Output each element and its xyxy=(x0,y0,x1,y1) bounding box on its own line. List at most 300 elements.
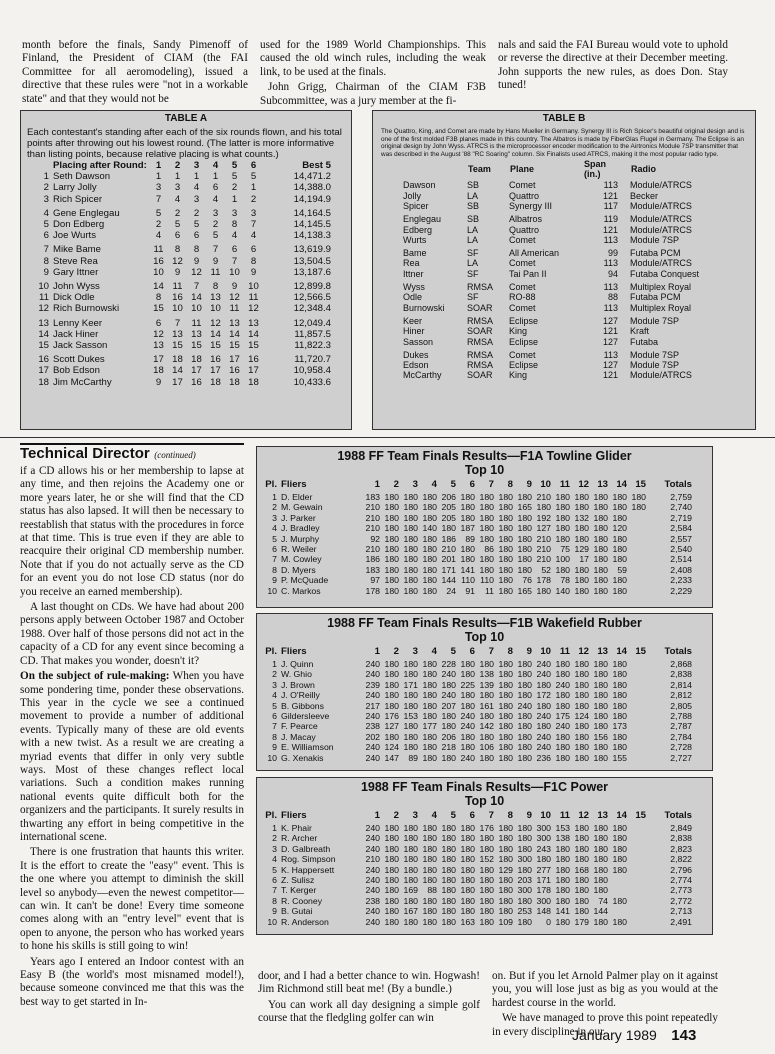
f1b-flight-score: 180 xyxy=(517,731,532,742)
f1a-total: 2,557 xyxy=(670,533,692,544)
f1b-header-cell: 2 xyxy=(393,646,399,658)
table-b-radio: Futaba PCM xyxy=(630,248,681,259)
f1b-total: 2,814 xyxy=(670,679,692,690)
f1a-flight-score: 140 xyxy=(422,523,437,534)
f1b-flight-score: 180 xyxy=(536,700,551,711)
table-a-round-place: 4 xyxy=(212,193,219,205)
table-a-round-place: 5 xyxy=(250,171,257,183)
f1c-place: 9 xyxy=(272,906,277,917)
table-b-span: 113 xyxy=(603,302,618,313)
f1b-flight-score: 127 xyxy=(384,721,399,732)
f1c-flight-score: 180 xyxy=(479,895,494,906)
f1a-flight-score: 180 xyxy=(422,544,437,555)
f1c-flight-score: 277 xyxy=(536,864,551,875)
table-b-row xyxy=(403,211,722,224)
f1b-flight-score xyxy=(627,732,646,742)
f1b-flight-score: 180 xyxy=(479,659,494,669)
f1a-header-cell: 7 xyxy=(488,479,494,491)
table-a-header-r3: 3 xyxy=(193,160,200,171)
f1b-flight-score: 180 xyxy=(479,731,494,742)
f1a-flight-score: 180 xyxy=(498,544,513,555)
f1c-place: 6 xyxy=(272,875,277,886)
table-a-round-place: 10 xyxy=(229,266,240,278)
table-a-rank: 3 xyxy=(43,193,49,205)
table-a-name: Larry Jolly xyxy=(53,182,97,194)
f1b-flight-score: 180 xyxy=(593,721,608,732)
f1c-flight-score: 180 xyxy=(460,885,475,896)
table-a-row xyxy=(27,315,331,329)
f1a-flight-score: 180 xyxy=(574,533,589,544)
f1b-flight-score: 228 xyxy=(441,659,456,669)
tech-director-column-2 xyxy=(258,970,480,1028)
f1b-row xyxy=(263,680,692,690)
f1c-flight-score: 180 xyxy=(422,823,437,833)
table-b-header-team: Team xyxy=(468,164,491,175)
f1c-flight-score: 180 xyxy=(612,916,627,927)
f1c-flight-score: 144 xyxy=(593,906,608,917)
f1b-flight-score: 180 xyxy=(593,679,608,690)
f1c-table xyxy=(263,810,692,927)
f1c-header-cell: 6 xyxy=(469,810,475,822)
f1b-flight-score: 180 xyxy=(422,742,437,753)
f1a-place: 6 xyxy=(272,544,277,555)
table-a-round-place: 4 xyxy=(231,230,238,242)
f1c-flight-score: 243 xyxy=(536,843,551,854)
table-b-plane: Eclipse xyxy=(509,336,539,347)
f1a-row xyxy=(263,492,692,502)
f1a-flier: M. Gewain xyxy=(281,502,323,513)
table-a-round-place: 16 xyxy=(153,255,164,267)
f1a-flight-score: 180 xyxy=(441,523,456,534)
f1c-flight-score: 180 xyxy=(403,895,418,906)
table-b-radio: Module 7SP xyxy=(630,349,680,360)
f1b-flight-score: 218 xyxy=(441,742,456,753)
table-a-best5: 10,958.4 xyxy=(293,365,331,377)
f1a-flight-score: 92 xyxy=(370,533,380,544)
f1b-flight-score: 180 xyxy=(612,659,627,669)
f1c-flight-score: 240 xyxy=(365,906,380,917)
table-a-row xyxy=(27,182,331,193)
f1a-header-cell: 2 xyxy=(393,479,399,491)
f1a-header-cell: Fliers xyxy=(281,479,307,491)
table-b-row xyxy=(403,279,722,292)
table-b-radio: Module/ATRCS xyxy=(630,258,692,269)
f1b-flight-score: 106 xyxy=(479,742,494,753)
table-a-intro: Each contestant's standing after each of the six rounds flown, and his total points after throwing out his lowest round. (The latter is more informative than listing points, because relative placing is what counts.) xyxy=(27,127,342,160)
f1a-flight-score: 132 xyxy=(574,512,589,523)
f1b-flight-score: 180 xyxy=(612,742,627,753)
f1c-flier: Z. Sulisz xyxy=(281,875,315,886)
f1b-flight-score xyxy=(627,669,646,679)
table-a xyxy=(20,110,352,430)
f1c-flight-score: 180 xyxy=(612,864,627,875)
table-a-round-place: 18 xyxy=(248,376,259,388)
f1c-flight-score: 180 xyxy=(460,895,475,906)
table-a-name: Rich Burnowski xyxy=(53,303,120,315)
f1a-flight-score: 180 xyxy=(574,502,589,513)
f1a-flight-score: 180 xyxy=(479,502,494,513)
f1a-flight-score: 180 xyxy=(612,492,627,502)
table-b-span: 119 xyxy=(603,214,618,225)
f1b-flight-score: 180 xyxy=(612,669,627,680)
f1c-flight-score: 180 xyxy=(479,843,494,854)
f1b-flight-score: 180 xyxy=(422,690,437,701)
f1c-place: 7 xyxy=(272,885,277,896)
table-a-round-place: 15 xyxy=(248,340,259,352)
table-a-round-place: 15 xyxy=(172,340,183,352)
f1a-flight-score xyxy=(627,544,646,554)
f1a-flight-score: 183 xyxy=(365,492,380,502)
table-b-name: Englegau xyxy=(403,214,442,225)
tech-director-p2: A last thought on CDs. We have had about 200 persons apply between October 1987 and October 1988. Over half of those persons did not act in the capacity of a CD for any event since becoming a CD. That makes you wonder, doesn't it? xyxy=(20,601,245,667)
f1a-flight-score xyxy=(627,534,646,544)
f1c-flight-score: 180 xyxy=(384,885,399,896)
table-b-row xyxy=(403,225,722,235)
f1a-flight-score: 178 xyxy=(365,585,380,596)
table-b-row xyxy=(403,360,722,370)
f1c-flight-score: 180 xyxy=(498,875,513,886)
table-b-radio: Multiplex Royal xyxy=(630,282,692,293)
f1c-flight-score: 240 xyxy=(365,833,380,844)
f1c-flight-score: 180 xyxy=(574,885,589,896)
tech-director-p5: Years ago I entered an Indoor contest with an Easy B (the world's most misnamed model!), because someone convinced me that this was the best way to get started in In- xyxy=(20,955,244,1008)
table-a-rank: 6 xyxy=(43,230,49,242)
table-b-team: RMSA xyxy=(467,315,494,326)
f1b-flight-score: 180 xyxy=(555,659,570,669)
f1c-flight-score: 180 xyxy=(403,823,418,833)
f1b-flight-score: 180 xyxy=(517,659,532,669)
f1c-flight-score: 180 xyxy=(517,916,532,927)
table-a-best5: 14,194.9 xyxy=(293,193,331,205)
f1b-flight-score: 202 xyxy=(365,731,380,742)
f1a-flight-score: 180 xyxy=(498,533,513,544)
f1c-flight-score: 180 xyxy=(441,864,456,875)
table-b-name: Dawson xyxy=(403,180,436,191)
f1a-place: 10 xyxy=(267,585,277,596)
f1a-flight-score xyxy=(627,523,646,533)
f1a-flight-score: 180 xyxy=(593,564,608,575)
f1b-flight-score: 180 xyxy=(555,690,570,701)
f1c-flight-score: 180 xyxy=(384,916,399,927)
table-b-row xyxy=(403,180,722,190)
table-a-round-place: 16 xyxy=(191,376,202,388)
f1b-flight-score: 217 xyxy=(365,700,380,711)
section-divider xyxy=(0,437,775,438)
table-b-span: 94 xyxy=(607,268,618,279)
f1c-place: 10 xyxy=(267,916,277,927)
table-a-name: Bob Edson xyxy=(53,365,100,377)
f1a-flight-score: 180 xyxy=(384,564,399,575)
f1a-flight-score: 180 xyxy=(403,512,418,523)
f1b-flight-score: 180 xyxy=(517,669,532,680)
f1c-place: 1 xyxy=(272,823,277,833)
table-a-round-place: 15 xyxy=(191,340,202,352)
table-a-round-place: 8 xyxy=(212,281,219,293)
f1b-header-cell: 7 xyxy=(488,646,494,658)
f1a-flight-score: 180 xyxy=(384,585,399,596)
table-b-radio: Module/ATRCS xyxy=(630,180,692,191)
f1b-header-cell: 6 xyxy=(469,646,475,658)
f1c-header-cell: Pl. xyxy=(265,810,277,822)
table-a-round-place: 1 xyxy=(155,171,162,183)
f1b-row xyxy=(263,701,692,711)
table-a-round-place: 11 xyxy=(153,244,164,256)
f1a-header-cell: 14 xyxy=(616,479,627,491)
table-a-round-place: 2 xyxy=(174,207,181,219)
f1b-flight-score: 180 xyxy=(479,690,494,701)
f1b-flight-score: 240 xyxy=(555,721,570,732)
table-a-rank: 10 xyxy=(38,281,49,293)
table-a-round-place: 11 xyxy=(172,281,183,293)
table-b-team: RMSA xyxy=(467,336,494,347)
page-number: 143 xyxy=(671,1027,697,1044)
table-a-row xyxy=(27,278,331,292)
f1b-flight-score: 240 xyxy=(555,679,570,690)
table-a-round-place: 9 xyxy=(231,281,238,293)
f1b-header-cell: 5 xyxy=(450,646,456,658)
f1a-total: 2,719 xyxy=(670,512,692,523)
f1b-flight-score: 180 xyxy=(460,669,475,680)
f1b-flight-score xyxy=(627,721,646,731)
f1b-flight-score: 180 xyxy=(612,700,627,711)
table-b-span: 121 xyxy=(602,326,618,337)
f1a-flight-score: 180 xyxy=(403,523,418,534)
f1b-total: 2,788 xyxy=(670,711,692,722)
f1a-flight-score xyxy=(627,575,646,585)
f1b-flight-score xyxy=(627,690,646,700)
f1b-row xyxy=(263,721,692,731)
table-b-radio: Module 7SP xyxy=(630,360,680,371)
f1b-flight-score: 180 xyxy=(574,669,589,680)
f1b-header-row xyxy=(263,646,692,659)
table-a-round-place: 12 xyxy=(248,303,259,315)
table-b-team: LA xyxy=(467,190,479,201)
f1b-flight-score: 147 xyxy=(384,752,399,763)
table-b-plane: Comet xyxy=(509,234,536,245)
table-b-team: LA xyxy=(467,258,479,269)
f1a-total: 2,540 xyxy=(670,544,692,555)
f1c-flight-score: 180 xyxy=(460,833,475,844)
table-a-round-place: 13 xyxy=(248,317,259,329)
table-a-round-place: 3 xyxy=(155,182,162,194)
f1a-flight-score: 205 xyxy=(441,512,456,523)
f1a-header-cell: 3 xyxy=(412,479,418,491)
f1b-flight-score: 171 xyxy=(403,679,418,690)
f1c-flight-score: 180 xyxy=(555,895,570,906)
table-a-round-place: 11 xyxy=(248,292,259,304)
f1b-total: 2,727 xyxy=(670,752,692,763)
f1c-flight-score: 141 xyxy=(555,906,570,917)
f1b-header-cell: Totals xyxy=(664,646,692,658)
table-b-span: 127 xyxy=(602,315,618,326)
table-a-rank: 5 xyxy=(43,219,49,231)
table-b-row xyxy=(403,191,722,201)
f1b-flight-score: 240 xyxy=(365,690,380,701)
f1c-flight-score: 167 xyxy=(403,906,418,917)
f1b-flight-score: 161 xyxy=(479,700,494,711)
table-b-plane: All American xyxy=(509,248,560,259)
f1a-flight-score xyxy=(627,565,646,575)
table-a-name: Mike Bame xyxy=(53,244,101,256)
table-a-row xyxy=(27,241,331,255)
f1b-flight-score: 240 xyxy=(460,752,475,763)
table-b-name: Bame xyxy=(403,248,427,259)
f1a-flight-score: 180 xyxy=(612,585,627,596)
f1b-flier: G. Xenakis xyxy=(281,752,324,763)
f1a-flight-score: 180 xyxy=(517,564,532,575)
f1c-flight-score: 180 xyxy=(441,843,456,854)
f1b-flight-score: 180 xyxy=(384,679,399,690)
f1b-total: 2,868 xyxy=(670,659,692,669)
table-b-row xyxy=(403,292,722,302)
f1c-flight-score: 180 xyxy=(555,854,570,865)
intro-column-1 xyxy=(22,39,248,108)
table-b-intro: The Quattro, King, and Comet are made by Hans Mueller in Germany. Synergy III is Rich Spicer's beautiful original design and is one of the first molded F3B planes made in this country. The Albatros is made by FiberGlas Flugel in Germany. The Eclipse is an original design by John Wyss. ATRCS is the microprocessor encoder modification to the Airtronics Module 7SP transmitter that was described in the August '88 "RC Soaring" column. Six Finalists used ATRCS, making it the most popular radio type. xyxy=(381,128,745,158)
f1b-total: 2,784 xyxy=(670,731,692,742)
f1a-flight-score: 180 xyxy=(403,564,418,575)
table-b-plane: Comet xyxy=(509,302,536,313)
f1a-flight-score: 180 xyxy=(593,544,608,555)
f1a-flight-score: 180 xyxy=(574,492,589,502)
f1a-flight-score: 180 xyxy=(403,492,418,502)
table-b-radio: Kraft xyxy=(630,326,650,337)
f1c-flight-score: 180 xyxy=(441,895,456,906)
f1b-flight-score xyxy=(627,680,646,690)
table-a-round-place: 6 xyxy=(250,244,257,256)
f1b-place: 4 xyxy=(272,690,277,701)
f1b-flight-score: 180 xyxy=(593,742,608,753)
table-b-team: SOAR xyxy=(467,326,493,337)
f1b-flight-score: 153 xyxy=(403,711,418,722)
f1b-flight-score xyxy=(627,753,646,763)
table-a-round-place: 8 xyxy=(250,255,257,267)
f1b-flight-score: 180 xyxy=(403,731,418,742)
table-b-name: Keer xyxy=(403,315,423,326)
f1a-flight-score: 180 xyxy=(517,523,532,534)
f1b-flight-score: 180 xyxy=(384,659,399,669)
f1c-flight-score: 180 xyxy=(441,833,456,844)
table-b-radio: Module 7SP xyxy=(630,315,680,326)
table-a-round-place: 5 xyxy=(174,219,181,231)
f1b-flier: J. Brown xyxy=(281,679,315,690)
table-a-round-place: 17 xyxy=(153,354,164,366)
f1b-header-cell: 9 xyxy=(526,646,532,658)
f1b-flight-score: 240 xyxy=(536,669,551,680)
f1b-flight-score: 180 xyxy=(403,669,418,680)
f1c-total: 2,772 xyxy=(670,895,692,906)
f1a-title: 1988 FF Team Finals Results—F1A Towline Glider xyxy=(337,449,632,463)
f1b-total: 2,838 xyxy=(670,669,692,680)
f1b-flight-score: 240 xyxy=(365,752,380,763)
f1b-flight-score: 207 xyxy=(441,700,456,711)
f1c-flight-score: 180 xyxy=(517,895,532,906)
f1c-flight-score: 300 xyxy=(536,823,551,833)
f1c-header-cell: 10 xyxy=(540,810,551,822)
f1a-flight-score: 78 xyxy=(560,575,570,586)
table-a-round-place: 1 xyxy=(212,171,219,183)
table-a-round-place: 6 xyxy=(212,182,219,194)
table-b-radio: Multiplex Royal xyxy=(630,302,692,313)
table-a-name: John Wyss xyxy=(53,281,100,293)
f1a-place: 4 xyxy=(272,523,277,534)
table-b-plane: Comet xyxy=(509,258,536,269)
f1b-flight-score: 180 xyxy=(517,752,532,763)
f1a-flier: J. Bradley xyxy=(281,523,320,534)
f1c-flight-score: 180 xyxy=(422,854,437,865)
f1a-flight-score: 206 xyxy=(441,492,456,502)
f1c-flight-score: 180 xyxy=(517,823,532,833)
f1b-place: 5 xyxy=(272,700,277,711)
table-b-team: SOAR xyxy=(467,370,493,381)
f1c-flight-score: 180 xyxy=(384,854,399,865)
f1a-flier: D. Elder xyxy=(281,492,313,502)
f1b-flight-score: 180 xyxy=(612,711,627,722)
f1c-total: 2,849 xyxy=(670,823,692,833)
table-a-header-label: Placing after Round: xyxy=(53,160,147,171)
f1a-flight-score: 52 xyxy=(541,564,551,575)
table-a-rank: 17 xyxy=(38,365,49,377)
f1c-header-cell: 2 xyxy=(393,810,399,822)
table-b-team: SF xyxy=(467,292,479,303)
f1c-row xyxy=(263,833,692,843)
f1c-flight-score: 153 xyxy=(555,823,570,833)
f1b-flight-score xyxy=(627,701,646,711)
table-a-grid xyxy=(27,160,331,388)
f1c-flight-score: 180 xyxy=(574,854,589,865)
f1a-flier: P. McQuade xyxy=(281,575,329,586)
f1b-row xyxy=(263,711,692,721)
f1b-flight-score: 240 xyxy=(365,711,380,722)
f1b-title: 1988 FF Team Finals Results—F1B Wakefield Rubber xyxy=(327,616,642,630)
table-a-round-place: 15 xyxy=(229,340,240,352)
table-b-plane: Quattro xyxy=(509,224,540,235)
table-a-round-place: 7 xyxy=(193,281,200,293)
f1a-flight-score: 180 xyxy=(403,533,418,544)
table-a-row xyxy=(27,219,331,230)
f1a-header-cell: 13 xyxy=(597,479,608,491)
f1b-flight-score: 155 xyxy=(612,752,627,763)
f1b-flight-score: 180 xyxy=(403,659,418,669)
f1a-flight-score xyxy=(627,513,646,523)
f1b-flight-score: 180 xyxy=(479,711,494,722)
table-a-round-place: 8 xyxy=(155,292,162,304)
f1c-flight-score xyxy=(627,906,646,916)
f1a-flight-score: 180 xyxy=(631,492,646,502)
table-a-rank: 8 xyxy=(43,255,49,267)
table-b-plane: Comet xyxy=(509,349,536,360)
f1c-flight-score: 109 xyxy=(498,916,513,927)
f1a-header-cell: 5 xyxy=(450,479,456,491)
f1b-subtitle: Top 10 xyxy=(464,630,505,644)
table-a-title: TABLE A xyxy=(164,113,208,124)
table-a-round-place: 16 xyxy=(172,292,183,304)
f1b-flier: B. Gibbons xyxy=(281,700,324,711)
f1b-flight-score: 180 xyxy=(441,721,456,732)
f1c-flight-score: 240 xyxy=(365,885,380,896)
table-b-span: 121 xyxy=(602,224,618,235)
f1a-row xyxy=(263,502,692,512)
f1c-flight-score: 168 xyxy=(574,864,589,875)
f1b-total: 2,812 xyxy=(670,690,692,701)
f1b-flight-score: 180 xyxy=(422,669,437,680)
f1c-flight-score: 180 xyxy=(517,864,532,875)
f1b-flight-score: 180 xyxy=(574,731,589,742)
table-a-round-place: 3 xyxy=(231,207,238,219)
table-a-row xyxy=(27,194,331,205)
table-a-name: Scott Dukes xyxy=(53,354,105,366)
table-a-round-place: 1 xyxy=(231,193,238,205)
f1b-flight-score: 240 xyxy=(441,690,456,701)
